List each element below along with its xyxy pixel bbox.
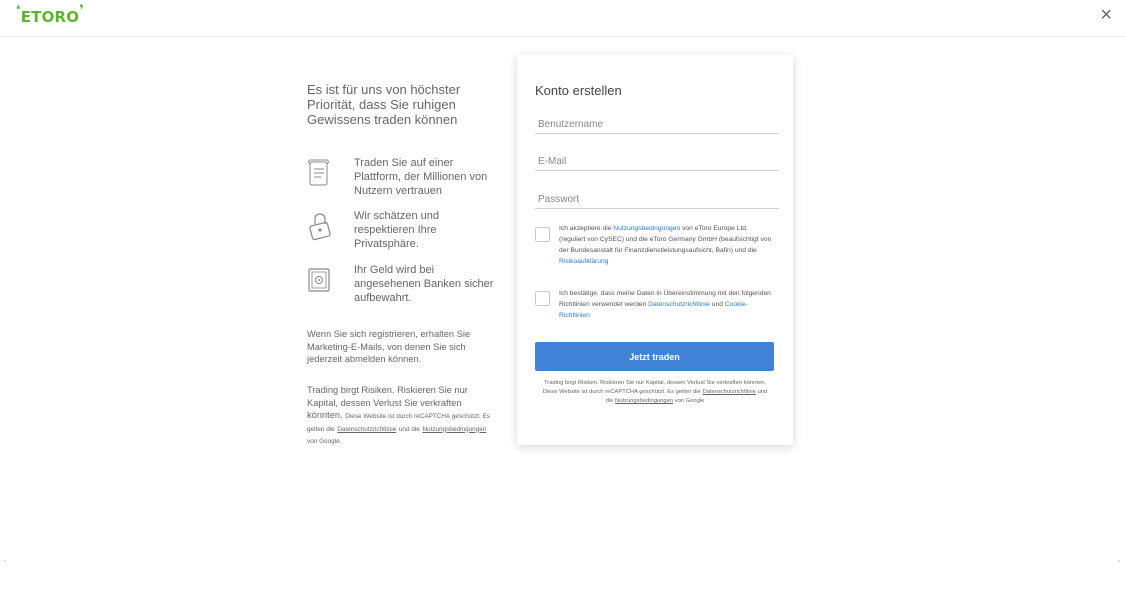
risk-disclosure-link[interactable]: Risikoaufklärung: [559, 258, 609, 265]
and-text: und die: [398, 425, 420, 433]
footer-privacy-link[interactable]: Datenschutzrichtlinie: [702, 389, 756, 395]
close-icon[interactable]: ×: [1100, 4, 1112, 26]
etoro-logo[interactable]: [16, 3, 84, 27]
trust-panel: [307, 82, 507, 445]
trust-headline: Es ist für uns von höchster Priorität, dass Sie ruhigen Gewissens traden können: [307, 82, 461, 127]
footer-text: Trading birgt Risiken. Riskieren Sie nur Kapital, dessen Verlust Sie verkraften könnten. Diese Website ist durch reCAPTCHA geschützt. Es gelten die: [542, 380, 767, 395]
consent2-pre: Ich bestätige, dass meine Daten in Übereinstimmung mit den folgenden Richtlinien verwendet werden: [559, 290, 771, 308]
google-text: von Google.: [307, 438, 342, 445]
privacy-policy-link[interactable]: Datenschutzrichtlinie: [648, 301, 710, 308]
footer-and: und die: [605, 389, 768, 404]
signup-card: [517, 55, 793, 445]
terms-link[interactable]: Nutzungsbedingungen: [613, 225, 681, 232]
privacy-policy-link[interactable]: Datenschutzrichtlinie: [337, 425, 397, 433]
consent1-pre: Ich akzeptiere die: [559, 225, 612, 232]
safe-icon: [307, 265, 333, 295]
terms-checkbox[interactable]: [535, 227, 550, 242]
corner-dot: [1118, 560, 1120, 562]
form-title: Konto erstellen: [535, 83, 622, 98]
leaf-right-icon: ❜: [79, 3, 84, 18]
terms-consent-text: [559, 223, 773, 267]
risk-main-text: Trading birgt Risiken. Riskieren Sie nur Kapital, dessen Verlust Sie verkraften könnten.: [307, 385, 468, 420]
consent2-mid: und: [711, 301, 723, 308]
scroll-icon: [307, 158, 333, 188]
consent1-mid: von eToro Europe Ltd. (reguliert von CySEC) und die eToro Germany GmbH (beaufsichtigt von der Bundesanstalt für Finanzdienstleistungsaufsicht, Bafin) und die: [559, 225, 772, 254]
logo-text: etoro: [20, 3, 80, 27]
terms-link[interactable]: Nutzungsbedingungen: [422, 425, 487, 433]
marketing-notice: Wenn Sie sich registrieren, erhalten Sie Marketing-E-Mails, von denen Sie sich jederzeit abmelden können.: [307, 329, 471, 364]
corner-dot: [4, 560, 6, 562]
footer-from: von Google: [674, 398, 705, 404]
lock-icon: [307, 211, 333, 241]
data-consent-text: [559, 288, 773, 321]
email-input[interactable]: [535, 152, 779, 171]
top-bar: [0, 0, 1126, 37]
submit-button[interactable]: Jetzt traden: [535, 342, 774, 371]
card-footer-notice: [539, 379, 771, 406]
feature-text-safety: Ihr Geld wird bei angesehenen Banken sicher aufbewahrt.: [354, 264, 494, 304]
feature-text-privacy: Wir schätzen und respektieren Ihre Privatsphäre.: [354, 210, 439, 250]
recaptcha-text: Diese Website ist durch reCAPTCHA geschützt. Es gelten die: [307, 413, 491, 433]
cookie-policy-link[interactable]: Cookie-Richtlinien: [559, 301, 748, 319]
feature-text-platform: Traden Sie auf einer Plattform, der Millionen von Nutzern vertrauen: [354, 157, 488, 197]
footer-terms-link[interactable]: Nutzungsbedingungen: [615, 398, 674, 404]
data-consent-checkbox[interactable]: [535, 291, 550, 306]
username-input[interactable]: [535, 115, 779, 134]
risk-notice: [307, 384, 499, 447]
password-input[interactable]: [535, 190, 779, 209]
leaf-left-icon: ❛: [16, 3, 21, 18]
